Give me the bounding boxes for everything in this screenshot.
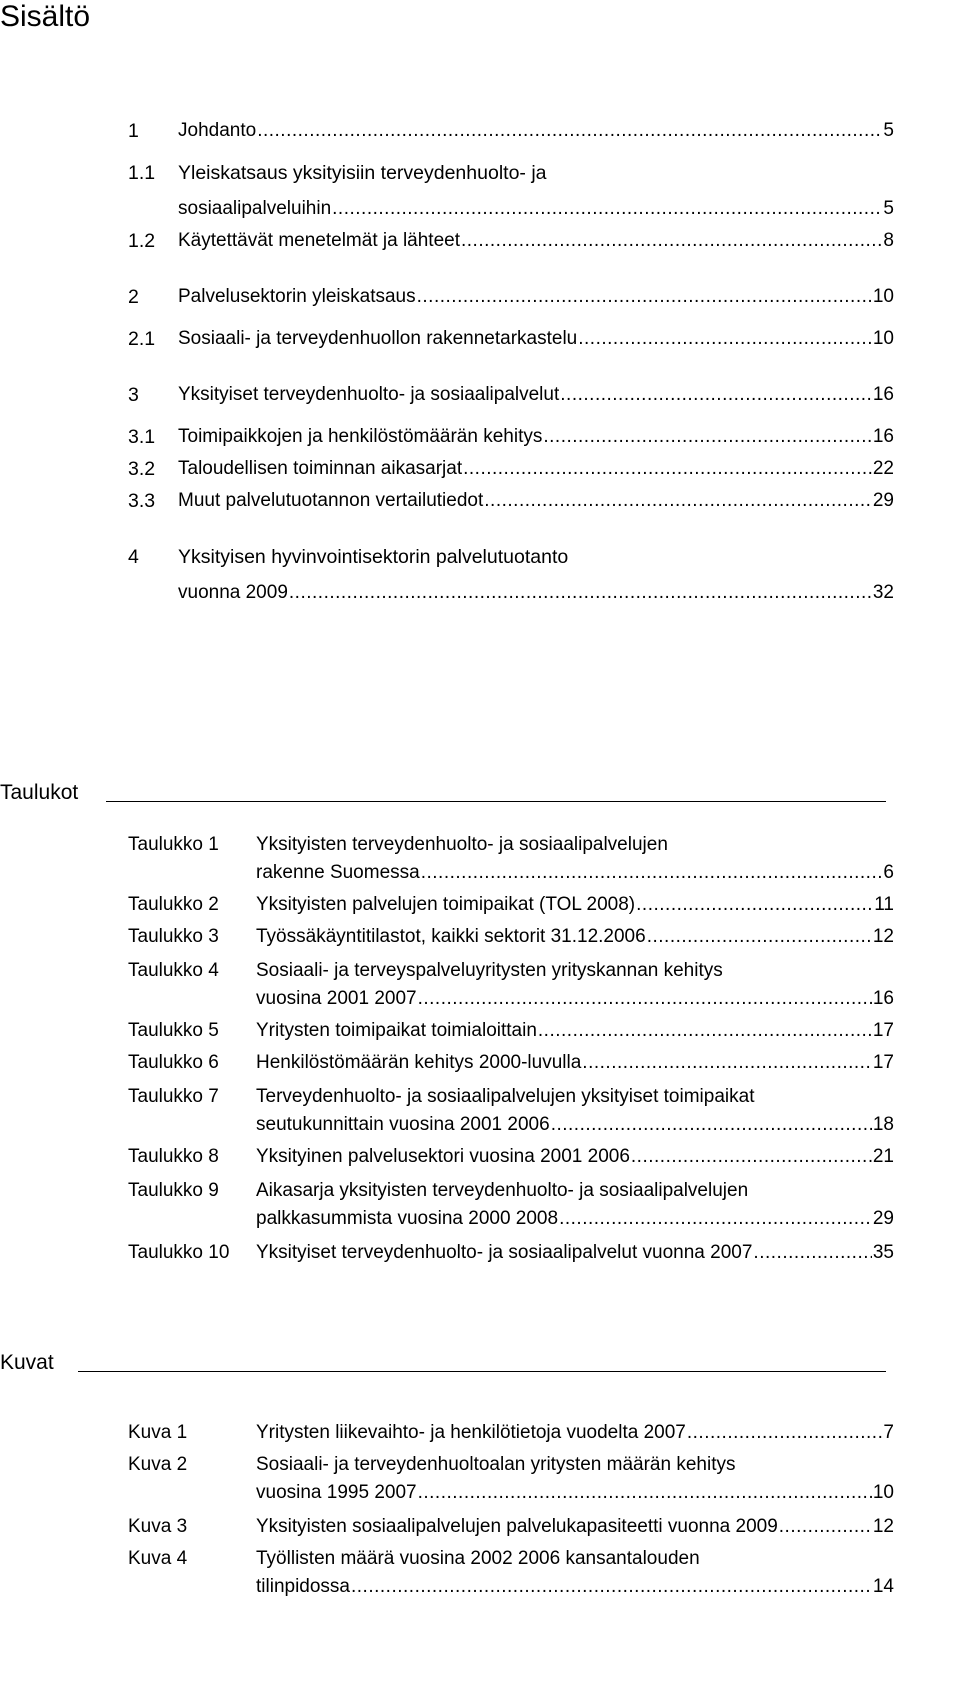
table-entry-8[interactable]: Yksityinen palvelusektori vuosina 2001 2006 ..... 21 (256, 1144, 894, 1170)
table-num-7: Taulukko 7 (128, 1086, 219, 1107)
figure-num-4: Kuva 4 (128, 1548, 188, 1569)
tables-heading: Taulukot (0, 781, 79, 804)
toc-entry-4[interactable]: vuonna 2009 ..... 32 (178, 580, 894, 606)
toc-num-2-1: 2.1 (128, 328, 156, 350)
toc-entry-3[interactable]: Yksityiset terveydenhuolto- ja sosiaalipalvelut ..... 16 (178, 382, 894, 408)
toc-entry-1-2[interactable]: Käytettävät menetelmät ja lähteet ..... 8 (178, 228, 894, 254)
table-num-1: Taulukko 1 (128, 834, 219, 855)
toc-entry-3-3[interactable]: Muut palvelutuotannon vertailutiedot ..... 29 (178, 488, 894, 514)
figures-heading-rule (78, 1371, 886, 1372)
toc-entry-1-1[interactable]: sosiaalipalveluihin ..... 5 (178, 196, 894, 222)
toc-entry-3-2[interactable]: Taloudellisen toiminnan aikasarjat ..... 22 (178, 456, 894, 482)
toc-num-3-2: 3.2 (128, 458, 156, 480)
table-label-9: Aikasarja yksityisten terveydenhuolto- ja sosiaalipalvelujen (256, 1180, 749, 1201)
toc-num-1-2: 1.2 (128, 230, 156, 252)
toc-num-3-1: 3.1 (128, 426, 156, 448)
figure-entry-2[interactable]: vuosina 1995 2007 ..... 10 (256, 1480, 894, 1506)
toc-num-2: 2 (128, 286, 139, 308)
toc-num-1-1: 1.1 (128, 162, 156, 184)
figure-entry-4[interactable]: tilinpidossa ..... 14 (256, 1574, 894, 1600)
table-num-6: Taulukko 6 (128, 1052, 219, 1073)
figure-num-1: Kuva 1 (128, 1422, 188, 1443)
table-entry-1[interactable]: rakenne Suomessa ..... 6 (256, 860, 894, 886)
figure-entry-3[interactable]: Yksityisten sosiaalipalvelujen palvelukapasiteetti vuonna 2009 ..... 12 (256, 1514, 894, 1540)
figure-num-2: Kuva 2 (128, 1454, 188, 1475)
table-num-9: Taulukko 9 (128, 1180, 219, 1201)
toc-entry-2-1[interactable]: Sosiaali- ja terveydenhuollon rakennetarkastelu ..... 10 (178, 326, 894, 352)
tables-heading-rule (106, 801, 886, 802)
table-entry-6[interactable]: Henkilöstömäärän kehitys 2000-luvulla ..... 17 (256, 1050, 894, 1076)
toc-entry-2[interactable]: Palvelusektorin yleiskatsaus ..... 10 (178, 284, 894, 310)
toc-num-4: 4 (128, 546, 139, 568)
table-entry-2[interactable]: Yksityisten palvelujen toimipaikat (TOL 2008) ..... 11 (256, 892, 894, 918)
table-label-7: Terveydenhuolto- ja sosiaalipalvelujen yksityiset toimipaikat (256, 1086, 755, 1107)
figure-label-2: Sosiaali- ja terveydenhuoltoalan yritysten määrän kehitys (256, 1454, 736, 1475)
figure-num-3: Kuva 3 (128, 1516, 188, 1537)
table-num-10: Taulukko 10 (128, 1242, 230, 1263)
table-num-3: Taulukko 3 (128, 926, 219, 947)
table-entry-7[interactable]: seutukunnittain vuosina 2001 2006 ..... 18 (256, 1112, 894, 1138)
toc-label-1-1: Yleiskatsaus yksityisiin terveydenhuolto- ja (178, 162, 547, 184)
table-num-5: Taulukko 5 (128, 1020, 219, 1041)
table-num-4: Taulukko 4 (128, 960, 219, 981)
toc-entry-johdanto[interactable]: Johdanto ..... 5 (178, 118, 894, 144)
table-label-1: Yksityisten terveydenhuolto- ja sosiaalipalvelujen (256, 834, 668, 855)
page-title: Sisältö (0, 0, 91, 33)
figure-label-4: Työllisten määrä vuosina 2002 2006 kansantalouden (256, 1548, 700, 1569)
figures-heading: Kuvat (0, 1351, 54, 1374)
table-entry-5[interactable]: Yritysten toimipaikat toimialoittain ..... 17 (256, 1018, 894, 1044)
table-entry-9[interactable]: palkkasummista vuosina 2000 2008 ..... 29 (256, 1206, 894, 1232)
toc-label-4: Yksityisen hyvinvointisektorin palvelutuotanto (178, 546, 569, 568)
toc-num-3-3: 3.3 (128, 490, 156, 512)
toc-num-1: 1 (128, 120, 139, 142)
table-entry-10[interactable]: Yksityiset terveydenhuolto- ja sosiaalipalvelut vuonna 2007 ..... 35 (256, 1240, 894, 1266)
toc-num-3: 3 (128, 384, 139, 406)
table-entry-3[interactable]: Työssäkäyntitilastot, kaikki sektorit 31.12.2006 ..... 12 (256, 924, 894, 950)
figure-entry-1[interactable]: Yritysten liikevaihto- ja henkilötietoja vuodelta 2007 ..... 7 (256, 1420, 894, 1446)
table-num-8: Taulukko 8 (128, 1146, 219, 1167)
table-label-4: Sosiaali- ja terveyspalveluyritysten yrityskannan kehitys (256, 960, 723, 981)
toc-entry-3-1[interactable]: Toimipaikkojen ja henkilöstömäärän kehitys ..... 16 (178, 424, 894, 450)
table-entry-4[interactable]: vuosina 2001 2007 ..... 16 (256, 986, 894, 1012)
table-num-2: Taulukko 2 (128, 894, 219, 915)
